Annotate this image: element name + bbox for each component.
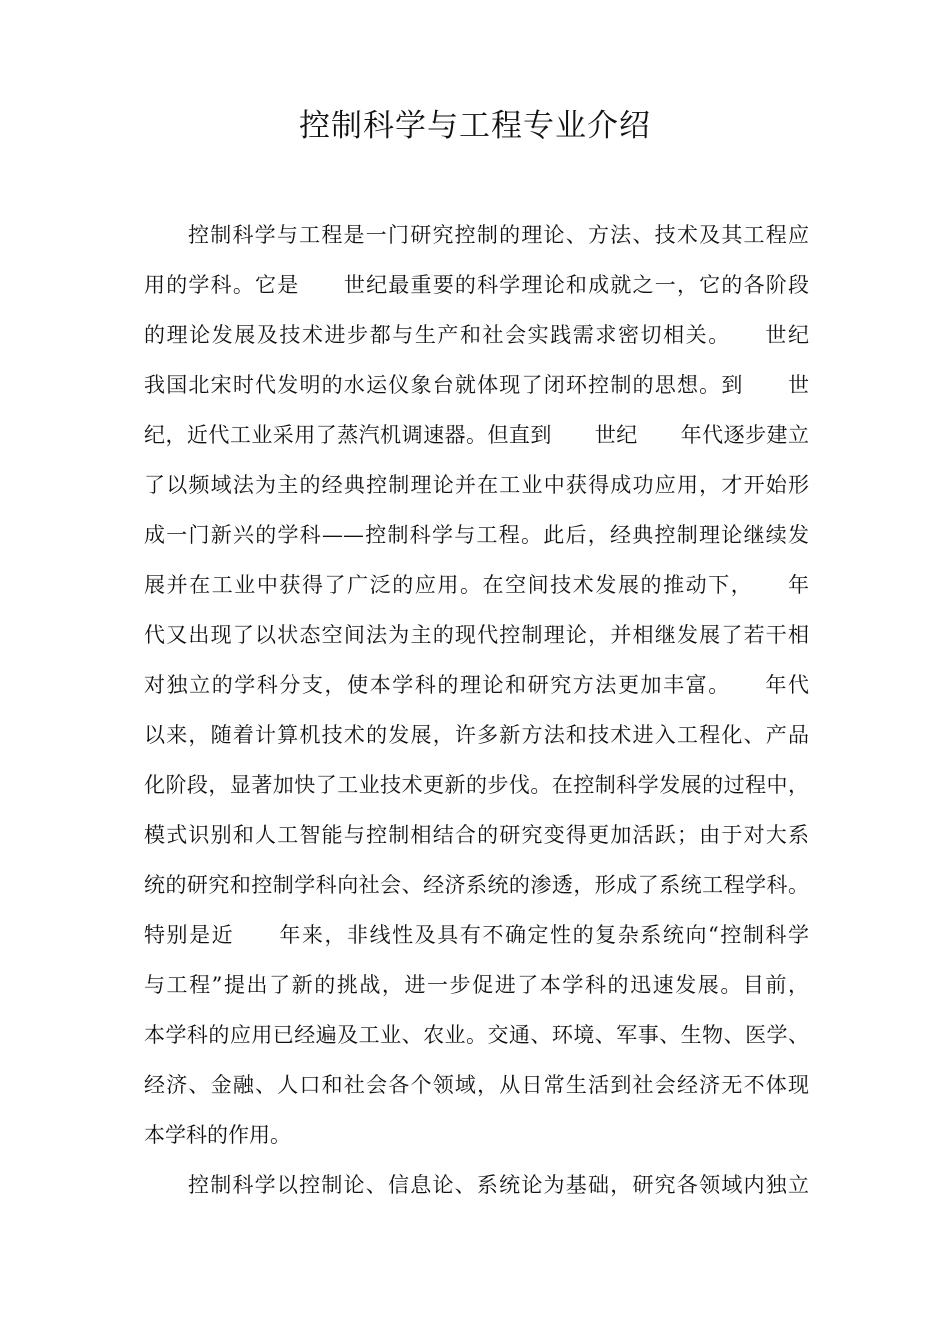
paragraph-1-line-17: 本学科的应用已经遍及工业、农业。交通、环境、军事、生物、医学、 (144, 1023, 809, 1047)
document-title: 控制科学与工程专业介绍 (299, 108, 651, 144)
paragraph-1-line-10: 对独立的学科分支，使本学科的理论和研究方法更加丰富。 年代 (144, 673, 809, 697)
paragraph-1-line-18: 经济、金融、人口和社会各个领域，从日常生活到社会经济无不体现 (144, 1073, 809, 1097)
paragraph-1-line-3: 的理论发展及技术进步都与生产和社会实践需求密切相关。 世纪 (144, 323, 809, 347)
paragraph-1-line-9: 代又出现了以状态空间法为主的现代控制理论，并相继发展了若干相 (144, 623, 809, 647)
paragraph-1-line-14: 统的研究和控制学科向社会、经济系统的渗透，形成了系统工程学科。 (144, 873, 809, 897)
paragraph-1-line-1: 控制科学与工程是一门研究控制的理论、方法、技术及其工程应 (188, 223, 809, 247)
paragraph-1-line-16: 与工程”提出了新的挑战，进一步促进了本学科的迅速发展。目前， (144, 973, 809, 997)
paragraph-1-line-7: 成一门新兴的学科——控制科学与工程。此后，经典控制理论继续发 (144, 523, 809, 547)
paragraph-1-line-6: 了以频域法为主的经典控制理论并在工业中获得成功应用，才开始形 (144, 473, 809, 497)
paragraph-1-line-2: 用的学科。它是 世纪最重要的科学理论和成就之一，它的各阶段 (144, 273, 809, 297)
document-body (144, 210, 809, 1210)
paragraph-1-line-8: 展并在工业中获得了广泛的应用。在空间技术发展的推动下， 年 (144, 573, 809, 597)
paragraph-2-line-1: 控制科学以控制论、信息论、系统论为基础，研究各领域内独立 (188, 1173, 809, 1197)
paragraph-1-line-11: 以来，随着计算机技术的发展，许多新方法和技术进入工程化、产品 (144, 723, 809, 747)
paragraph-1-line-15: 特别是近 年来，非线性及具有不确定性的复杂系统向“控制科学 (144, 923, 809, 947)
paragraph-1-line-13: 模式识别和人工智能与控制相结合的研究变得更加活跃；由于对大系 (144, 823, 809, 847)
paragraph-1-line-12: 化阶段，显著加快了工业技术更新的步伐。在控制科学发展的过程中， (144, 773, 809, 797)
paragraph-1-line-4: 我国北宋时代发明的水运仪象台就体现了闭环控制的思想。到 世 (144, 373, 809, 397)
paragraph-1-line-19: 本学科的作用。 (144, 1123, 291, 1147)
paragraph-1-line-5: 纪，近代工业采用了蒸汽机调速器。但直到 世纪 年代逐步建立 (144, 423, 809, 447)
